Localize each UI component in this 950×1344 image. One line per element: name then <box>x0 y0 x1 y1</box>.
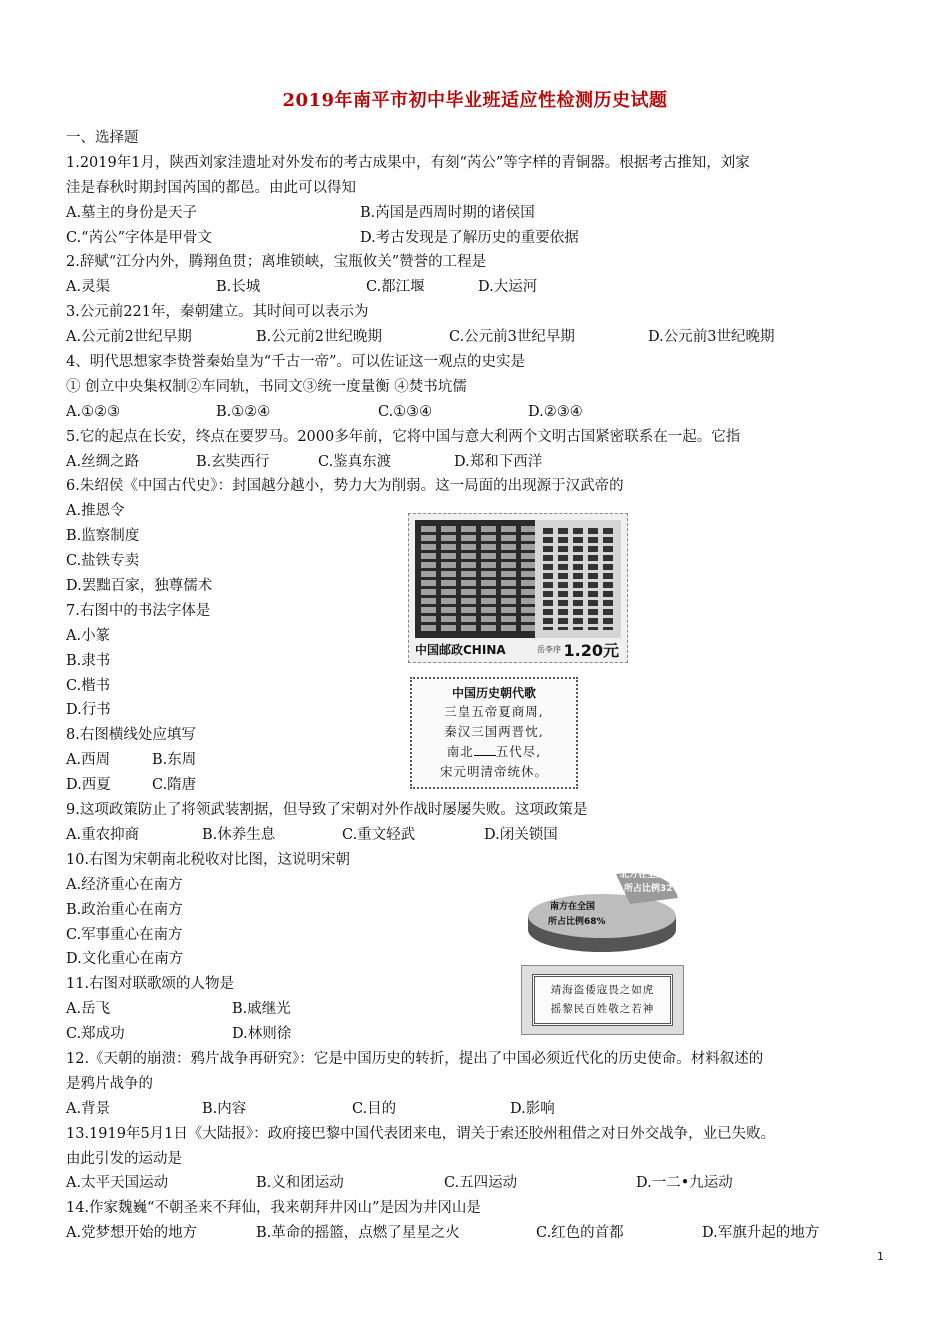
song-line-part: 南北 <box>446 744 474 759</box>
question-text: 11.右图对联歌颂的人物是 <box>66 976 235 993</box>
couplet-image <box>521 965 684 1035</box>
song-title: 中国历史朝代歌 <box>451 686 536 700</box>
answer-option[interactable]: C.“芮公”字体是甲骨文 <box>66 229 213 246</box>
answer-option[interactable]: A.公元前2世纪早期 <box>66 329 192 346</box>
answer-option[interactable]: D.②③④ <box>528 403 583 420</box>
question-text: 8.右图横线处应填写 <box>66 727 196 744</box>
question-text: 由此引发的运动是 <box>66 1150 182 1167</box>
question-text: C.楷书 <box>66 677 111 694</box>
dynasty-song-box <box>410 677 578 789</box>
question-text: 9.这项政策防止了将领武装割据，但导致了宋朝对外作战时屡屡失败。这项政策是 <box>66 802 588 819</box>
question-text: 洼是春秋时期封国芮国的都邑。由此可以得知 <box>66 179 356 196</box>
answer-option[interactable]: A.西周 <box>66 752 111 769</box>
pie-label-north: 北方在全国 <box>620 870 666 880</box>
answer-option[interactable]: A.党梦想开始的地方 <box>66 1225 198 1242</box>
calligraphy-stamp-image <box>408 513 628 663</box>
stamp-author: 岳李序 <box>537 645 561 654</box>
answer-option[interactable]: D.闭关锁国 <box>484 826 558 843</box>
answer-option[interactable]: B.长城 <box>216 279 261 296</box>
question-text: C.盐铁专卖 <box>66 553 140 570</box>
answer-option[interactable]: D.一二•九运动 <box>636 1175 733 1192</box>
question-text: 是鸦片战争的 <box>66 1075 153 1092</box>
answer-option[interactable]: D.影响 <box>510 1100 555 1117</box>
question-text: 12.《天朝的崩溃：鸦片战争再研究》：它是中国历史的转折，提出了中国必须近代化的历史使命。材料叙述的 <box>66 1050 764 1067</box>
question-text: 2.辞赋“江分内外，腾翔鱼贯；离堆锁峡，宝瓶攸关”赞誉的工程是 <box>66 254 487 271</box>
couplet-line: 摇黎民百姓敬之若神 <box>550 1003 655 1015</box>
answer-option[interactable]: C.郑成功 <box>66 1026 125 1043</box>
answer-option[interactable]: B.①②④ <box>216 403 271 420</box>
option-row <box>66 1221 886 1246</box>
question-text: 10.右图为宋朝南北税收对比图，这说明宋朝 <box>66 851 351 868</box>
option-row <box>66 275 886 300</box>
question-text: 1.2019年1月，陕西刘家洼遗址对外发布的考古成果中，有刻“芮公”等字样的青铜器。根据考古推知，刘家 <box>66 154 750 171</box>
pie-label-north: 所占比例32% <box>624 884 682 894</box>
pie-label-south: 南方在全国 <box>550 902 596 912</box>
question-text: D.行书 <box>66 702 111 719</box>
question-text: 14.作家魏巍“不朝圣来不拜仙，我来朝拜井冈山”是因为井冈山是 <box>66 1200 481 1217</box>
answer-option[interactable]: D.军旗升起的地方 <box>702 1225 820 1242</box>
answer-option[interactable]: C.公元前3世纪早期 <box>449 329 575 346</box>
option-row <box>66 400 886 425</box>
option-row <box>66 1171 886 1196</box>
page-number: 1 <box>877 1250 884 1263</box>
question-text: D.罢黜百家，独尊儒术 <box>66 578 213 595</box>
stamp-post-label: 中国邮政CHINA <box>415 643 506 657</box>
answer-option[interactable]: A.墓主的身份是天子 <box>66 204 198 221</box>
answer-option[interactable]: B.义和团运动 <box>256 1175 344 1192</box>
option-row <box>66 325 886 350</box>
answer-option[interactable]: C.鉴真东渡 <box>318 453 392 470</box>
answer-option[interactable]: C.重文轻武 <box>342 826 416 843</box>
answer-option[interactable]: D.大运河 <box>478 279 538 296</box>
question-text: A.推恩令 <box>66 503 125 520</box>
answer-option[interactable]: A.背景 <box>66 1100 111 1117</box>
calligraphy-artwork <box>415 520 621 638</box>
song-line: 三皇五帝夏商周, <box>444 704 544 719</box>
question-text: 4、明代思想家李贽誉秦始皇为“千古一帝”。可以佐证这一观点的史实是 <box>66 354 526 371</box>
answer-option[interactable]: C.目的 <box>352 1100 397 1117</box>
answer-option[interactable]: C.五四运动 <box>444 1175 518 1192</box>
answer-option[interactable]: B.芮国是西周时期的诸侯国 <box>360 204 535 221</box>
answer-option[interactable]: C.都江堰 <box>366 279 425 296</box>
option-row <box>66 1097 886 1122</box>
option-row <box>66 201 886 226</box>
question-text: B.监察制度 <box>66 528 140 545</box>
question-text: D.文化重心在南方 <box>66 951 184 968</box>
tax-pie-chart <box>520 864 685 959</box>
answer-option[interactable]: B.革命的摇篮，点燃了星星之火 <box>256 1225 460 1242</box>
song-line-part: 五代尽, <box>495 744 542 759</box>
question-text: C.军事重心在南方 <box>66 926 183 943</box>
answer-option[interactable]: A.①②③ <box>66 403 121 420</box>
pie-label-south: 所占比例68% <box>548 917 606 927</box>
question-text: 7.右图中的书法字体是 <box>66 602 211 619</box>
question-text: B.政治重心在南方 <box>66 901 183 918</box>
song-line: 秦汉三国两晋忱, <box>444 724 544 739</box>
option-row <box>66 226 886 251</box>
fill-in-blank <box>474 743 496 756</box>
question-text: ① 创立中央集权制②车同轨，书同文③统一度量衡 ④焚书坑儒 <box>66 378 467 395</box>
option-row <box>66 823 886 848</box>
question-text: 3.公元前221年，秦朝建立。其时间可以表示为 <box>66 304 369 321</box>
question-text: A.小篆 <box>66 627 111 644</box>
answer-option[interactable]: A.丝绸之路 <box>66 453 140 470</box>
answer-option[interactable]: C.①③④ <box>378 403 433 420</box>
song-line: 宋元明清帝统休。 <box>439 764 548 779</box>
question-text: 5.它的起点在长安，终点在要罗马。2000多年前，它将中国与意大利两个文明古国紧密联系在一起。它指 <box>66 428 741 445</box>
question-text: 13.1919年5月1日《大陆报》：政府接巴黎中国代表团来电，谓关于索还胶州租借之对日外交战争，业已失败。 <box>66 1125 776 1142</box>
song-line <box>420 742 568 762</box>
couplet-line: 靖海盗倭寇畏之如虎 <box>550 984 655 996</box>
option-row <box>66 1022 886 1047</box>
section-heading: 一、选择题 <box>66 130 139 146</box>
answer-option[interactable]: B.戚继光 <box>232 1001 291 1018</box>
answer-option[interactable]: B.休养生息 <box>202 826 276 843</box>
stamp-value: 1.20元 <box>563 641 619 660</box>
page-title: 2019年南平市初中毕业班适应性检测历史试题 <box>282 90 668 111</box>
answer-option[interactable]: C.隋唐 <box>152 777 197 794</box>
question-text: B.隶书 <box>66 652 111 669</box>
answer-option[interactable]: D.郑和下西洋 <box>454 453 543 470</box>
question-text: A.经济重心在南方 <box>66 876 183 893</box>
option-row <box>66 997 886 1022</box>
answer-option[interactable]: A.重农抑商 <box>66 826 140 843</box>
option-row <box>66 450 886 475</box>
answer-option[interactable]: C.红色的首都 <box>536 1225 624 1242</box>
answer-option[interactable]: A.灵渠 <box>66 279 111 296</box>
answer-option[interactable]: B.内容 <box>202 1100 247 1117</box>
answer-option[interactable]: D.考古发现是了解历史的重要依据 <box>360 229 579 246</box>
question-text: 6.朱绍侯《中国古代史》：封国越分越小，势力大为削弱。这一局面的出现源于汉武帝的 <box>66 478 624 495</box>
answer-option[interactable]: A.岳飞 <box>66 1001 111 1018</box>
answer-option[interactable]: B.玄奘西行 <box>196 453 270 470</box>
answer-option[interactable]: B.东周 <box>152 752 197 769</box>
answer-option[interactable]: D.西夏 <box>66 777 111 794</box>
answer-option[interactable]: A.太平天国运动 <box>66 1175 169 1192</box>
answer-option[interactable]: B.公元前2世纪晚期 <box>256 329 382 346</box>
answer-option[interactable]: D.林则徐 <box>232 1026 292 1043</box>
answer-option[interactable]: D.公元前3世纪晚期 <box>648 329 775 346</box>
